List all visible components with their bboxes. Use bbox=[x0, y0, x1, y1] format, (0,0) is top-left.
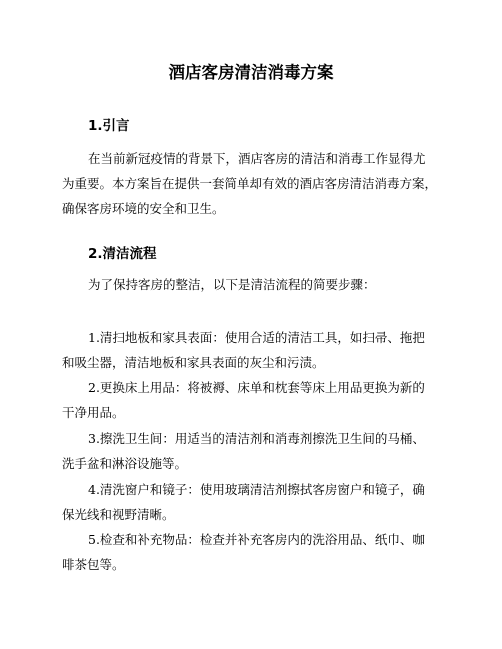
step-item-line: 1.清扫地板和家具表面：使用合适的清洁工具，如扫帚、拖把 bbox=[88, 330, 425, 345]
document-title: 酒店客房清洁消毒方案 bbox=[168, 63, 334, 82]
step-item-line: 洗手盆和淋浴设施等。 bbox=[62, 456, 188, 471]
step-item-line: 保光线和视野清晰。 bbox=[62, 507, 175, 522]
paragraph-line: 确保客房环境的安全和卫生。 bbox=[62, 201, 225, 216]
step-item-line: 5.检查和补充物品：检查并补充客房内的洗浴用品、纸巾、咖 bbox=[88, 532, 425, 547]
step-item-line: 干净用品。 bbox=[62, 405, 125, 420]
step-item-line: 啡茶包等。 bbox=[62, 557, 125, 572]
step-item-line: 和吸尘器，清洁地板和家具表面的灰尘和污渍。 bbox=[62, 355, 325, 370]
paragraph-line: 为重要。本方案旨在提供一套简单却有效的酒店客房清洁消毒方案， bbox=[62, 176, 438, 191]
section-heading-cleaning-process: 2.清洁流程 bbox=[88, 246, 157, 262]
step-item-line: 3.擦洗卫生间：用适当的清洁剂和消毒剂擦洗卫生间的马桶、 bbox=[88, 431, 425, 446]
section-intro: 为了保持客房的整洁，以下是清洁流程的简要步骤： bbox=[88, 277, 376, 292]
section-heading-introduction: 1.引言 bbox=[88, 118, 130, 134]
paragraph-line: 在当前新冠疫情的背景下，酒店客房的清洁和消毒工作显得尤 bbox=[88, 151, 426, 166]
step-item-line: 2.更换床上用品：将被褥、床单和枕套等床上用品更换为新的 bbox=[88, 380, 425, 395]
step-item-line: 4.清洗窗户和镜子：使用玻璃清洁剂擦拭客房窗户和镜子，确 bbox=[88, 482, 425, 497]
